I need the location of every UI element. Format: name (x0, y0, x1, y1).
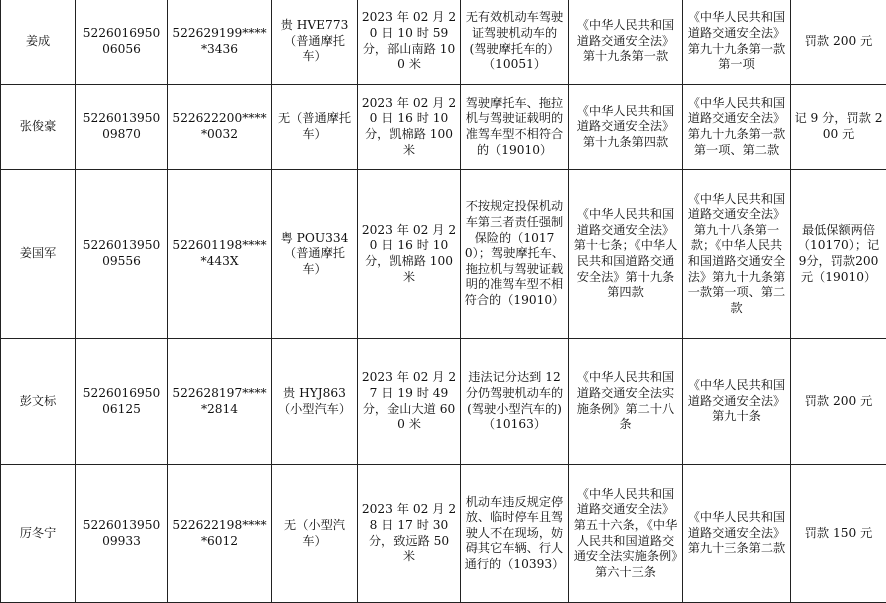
id-number: 522629199*****3436 (168, 0, 272, 85)
person-name: 张俊豪 (1, 85, 76, 170)
violated-law-provision: 《中华人民共和国道路交通安全法》第十九条第一款 (569, 0, 683, 85)
penalty-decision: 罚款 150 元 (791, 465, 886, 603)
person-name: 厉冬宁 (1, 465, 76, 603)
license-number: 522601695006056 (76, 0, 168, 85)
time-and-place: 2023 年 02 月 20 日 16 时 10 分，凯棉路 100 米 (358, 170, 461, 339)
penalty-decision: 罚款 200 元 (791, 339, 886, 465)
violated-law-provision: 《中华人民共和国道路交通安全法》第五十六条，《中华人民共和国道路交通安全法实施条例》第六十三条 (569, 465, 683, 603)
penalty-law-provision: 《中华人民共和国道路交通安全法》第九十八条第一款；《中华人民共和国道路交通安全法》第九十九条第一款第一项、第二款 (683, 170, 791, 339)
penalty-law-provision: 《中华人民共和国道路交通安全法》第九十三条第二款 (683, 465, 791, 603)
person-name: 彭文标 (1, 339, 76, 465)
violated-law-provision: 《中华人民共和国道路交通安全法》第十九条第四款 (569, 85, 683, 170)
license-number: 522601395009933 (76, 465, 168, 603)
violation-description: 机动车违反规定停放、临时停车且驾驶人不在现场，妨碍其它车辆、行人通行的（10393） (461, 465, 569, 603)
violated-law-provision: 《中华人民共和国道路交通安全法》第十七条；《中华人民共和国道路交通安全法》第十九条第四款 (569, 170, 683, 339)
violation-description: 违法记分达到 12 分仍驾驶机动车的(驾驶小型汽车的)（10163） (461, 339, 569, 465)
plate-number: 贵 HVE773（普通摩托车） (272, 0, 358, 85)
time-and-place: 2023 年 02 月 20 日 16 时 10 分，凯棉路 100 米 (358, 85, 461, 170)
plate-number: 无（普通摩托车） (272, 85, 358, 170)
table-row (1, 0, 886, 85)
plate-number: 贵 HYJ863（小型汽车） (272, 339, 358, 465)
violation-description: 无有效机动车驾驶证驾驶机动车的(驾驶摩托车的）（10051） (461, 0, 569, 85)
id-number: 522622200*****0032 (168, 85, 272, 170)
license-number: 522601695006125 (76, 339, 168, 465)
time-and-place: 2023 年 02 月 20 日 10 时 59 分，部山南路 100 米 (358, 0, 461, 85)
table-row (1, 85, 886, 170)
table-row (1, 170, 886, 339)
id-number: 522601198*****443X (168, 170, 272, 339)
violation-description: 不按规定投保机动车第三者责任强制保险的（10170）；驾驶摩托车、拖拉机与驾驶证载明的准驾车型不相符合的（19010） (461, 170, 569, 339)
penalty-law-provision: 《中华人民共和国道路交通安全法》第九十九条第一款第一项、第二款 (683, 85, 791, 170)
id-number: 522622198*****6012 (168, 465, 272, 603)
table-row (1, 339, 886, 465)
penalty-decision: 最低保额两倍（10170）；记9分，罚款200元（19010） (791, 170, 886, 339)
penalty-law-provision: 《中华人民共和国道路交通安全法》第九十九条第一款第一项 (683, 0, 791, 85)
plate-number: 粤 POU334（普通摩托车） (272, 170, 358, 339)
violated-law-provision: 《中华人民共和国道路交通安全法实施条例》第二十八条 (569, 339, 683, 465)
license-number: 522601395009556 (76, 170, 168, 339)
time-and-place: 2023 年 02 月 28 日 17 时 30 分，致远路 50 米 (358, 465, 461, 603)
plate-number: 无（小型汽车） (272, 465, 358, 603)
person-name: 姜成 (1, 0, 76, 85)
person-name: 姜国军 (1, 170, 76, 339)
time-and-place: 2023 年 02 月 27 日 19 时 49 分，金山大道 600 米 (358, 339, 461, 465)
penalty-decision: 罚款 200 元 (791, 0, 886, 85)
penalty-decision: 记 9 分，罚款 200 元 (791, 85, 886, 170)
penalty-law-provision: 《中华人民共和国道路交通安全法》第九十条 (683, 339, 791, 465)
license-number: 522601395009870 (76, 85, 168, 170)
id-number: 522628197*****2814 (168, 339, 272, 465)
violation-description: 驾驶摩托车、拖拉机与驾驶证载明的准驾车型不相符合的（19010） (461, 85, 569, 170)
table-row (1, 465, 886, 603)
